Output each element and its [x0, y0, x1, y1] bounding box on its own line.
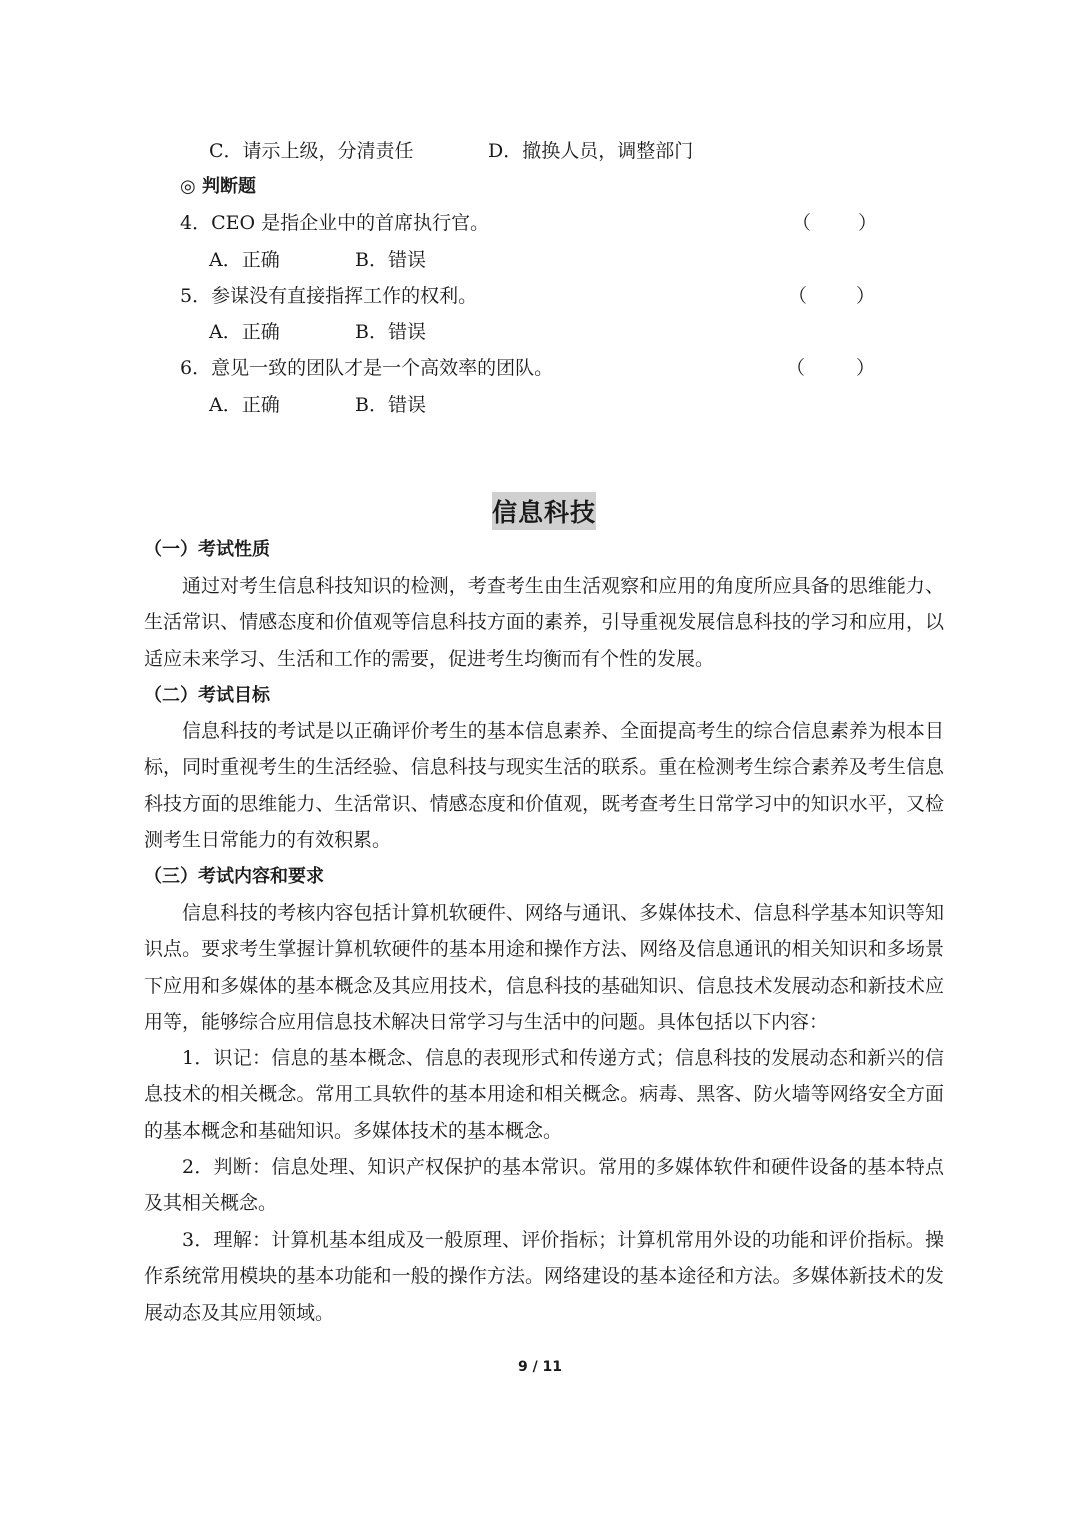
goal-paragraph: 信息科技的考试是以正确评价考生的基本信息素养、全面提高考生的综合信息素养为根本目标，同时重视考生的生活经验、信息科技与现实生活的联系。重在检测考生综合素养及考生信息科技方面的思维能力、生活常识、情感态度和价值观，既考查考生日常学习中的知识水平，又检测考生日常能力的有效积累。: [144, 720, 944, 852]
content-item-3: 3．理解：计算机基本组成及一般原理、评价指标；计算机常用外设的功能和评价指标。操作系统常用模块的基本功能和一般的操作方法。网络建设的基本途径和方法。多媒体新技术的发展动态及其应用领域。: [144, 1229, 944, 1324]
bullseye-icon: ◎: [180, 176, 196, 197]
page-number: 9 / 11: [517, 1359, 563, 1375]
section-title: 信息科技: [492, 498, 597, 527]
question-5-option-a: A．正确: [209, 321, 280, 343]
question-6-option-a: A．正确: [209, 394, 280, 416]
answer-paren-close: ）: [856, 285, 876, 307]
question-6-text: 6．意见一致的团队才是一个高效率的团队。: [180, 357, 554, 379]
answer-paren-close: ）: [856, 357, 876, 379]
content-heading: （三）考试内容和要求: [144, 866, 324, 887]
answer-paren-open: （: [788, 285, 808, 307]
answer-paren-open: （: [786, 357, 806, 379]
content-paragraph: 信息科技的考核内容包括计算机软硬件、网络与通讯、多媒体技术、信息科学基本知识等知识点。要求考生掌握计算机软硬件的基本用途和操作方法、网络及信息通讯的相关知识和多场景下应用和多媒体的基本概念及其应用技术，信息科技的基础知识、信息技术发展动态和新技术应用等，能够综合应用信息技术解决日常学习与生活中的问题。具体包括以下内容：: [144, 902, 944, 1034]
question-4-text: 4．CEO 是指企业中的首席执行官。: [180, 212, 490, 234]
question-4-option-b: B．错误: [355, 249, 426, 271]
question-5-text: 5．参谋没有直接指挥工作的权利。: [180, 285, 478, 307]
question-4-option-a: A．正确: [209, 249, 280, 271]
option-d: D．撤换人员，调整部门: [488, 140, 694, 162]
goal-heading: （二）考试目标: [144, 685, 270, 706]
answer-paren-open: （: [792, 212, 812, 234]
option-c: C．请示上级，分清责任: [209, 140, 414, 162]
content-item-1: 1．识记：信息的基本概念、信息的表现形式和传递方式；信息科技的发展动态和新兴的信息技术的相关概念。常用工具软件的基本用途和相关概念。病毒、黑客、防火墙等网络安全方面的基本概念和基础知识。多媒体技术的基本概念。: [144, 1047, 944, 1142]
answer-paren-close: ）: [858, 212, 878, 234]
judgement-heading-label: 判断题: [202, 176, 256, 197]
nature-heading: （一）考试性质: [144, 539, 270, 560]
section-title-box: [492, 492, 596, 530]
question-6-option-b: B．错误: [355, 394, 426, 416]
nature-paragraph: 通过对考生信息科技知识的检测，考查考生由生活观察和应用的角度所应具备的思维能力、生活常识、情感态度和价值观等信息科技方面的素养，引导重视发展信息科技的学习和应用，以适应未来学习、生活和工作的需要，促进考生均衡而有个性的发展。: [144, 575, 944, 670]
question-5-option-b: B．错误: [355, 321, 426, 343]
judgement-heading: [180, 175, 256, 199]
content-item-2: 2．判断：信息处理、知识产权保护的基本常识。常用的多媒体软件和硬件设备的基本特点及其相关概念。: [144, 1156, 944, 1215]
